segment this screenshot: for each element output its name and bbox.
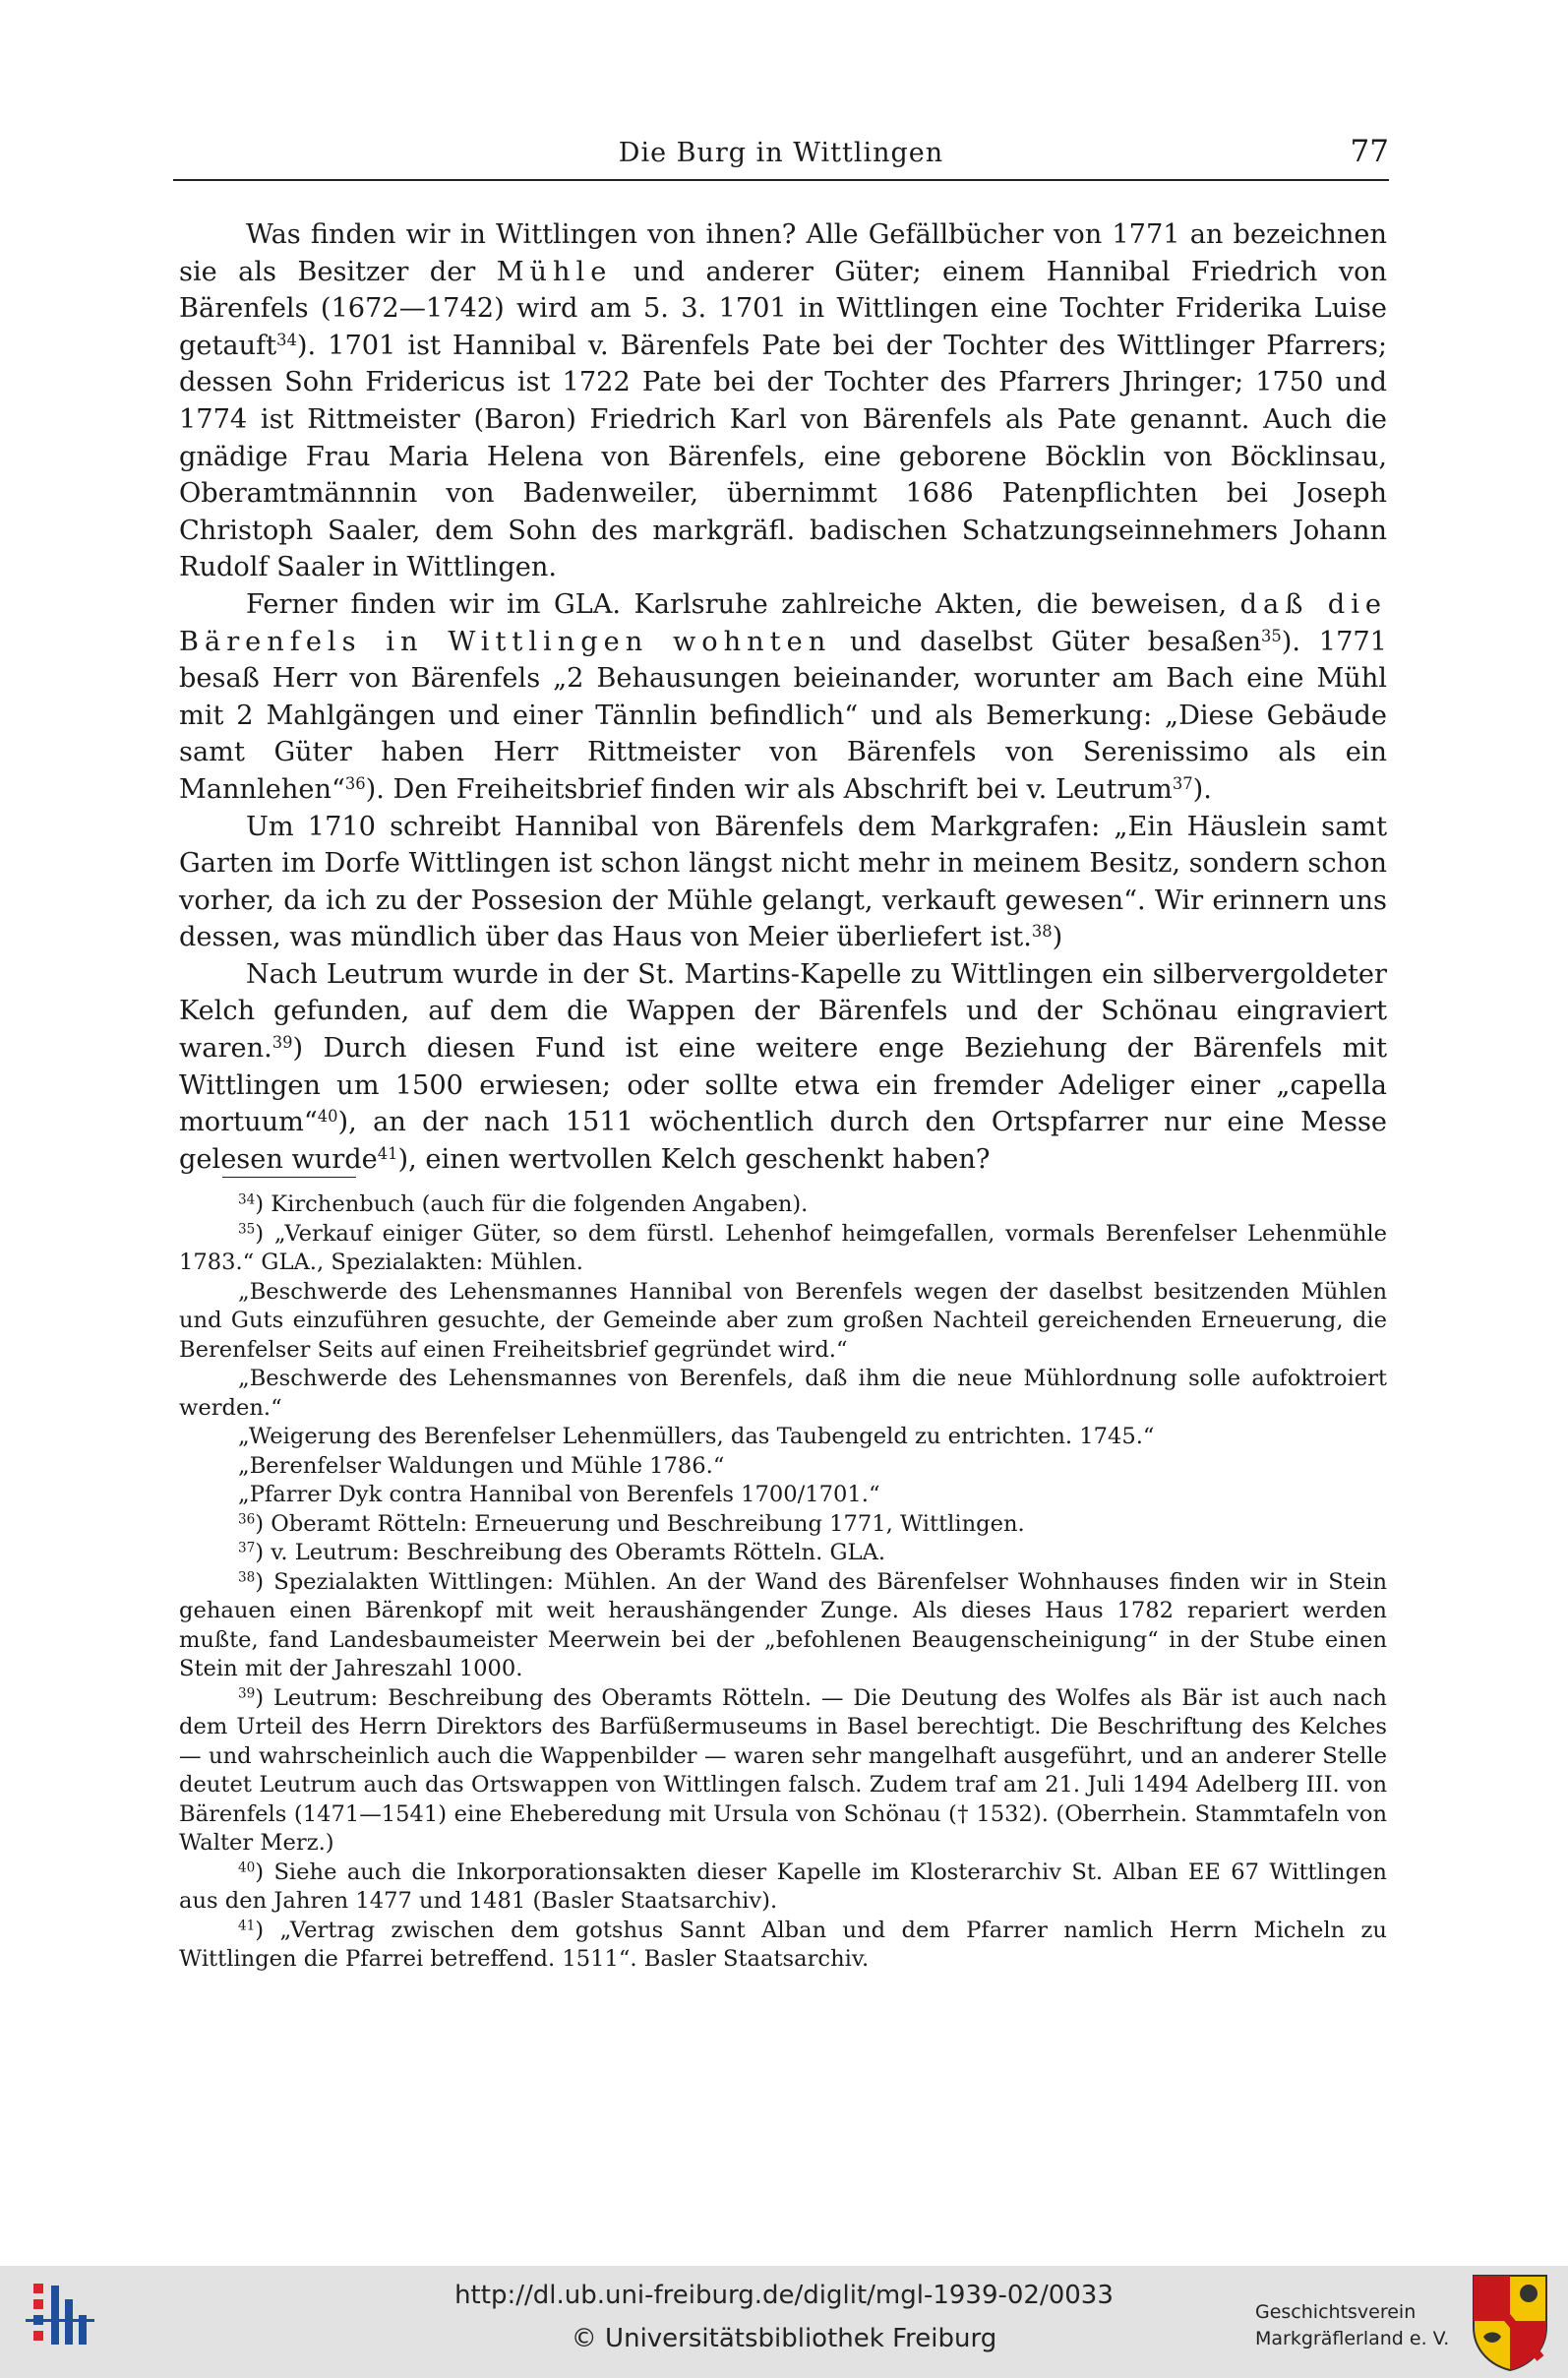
footnote-ref[interactable]: 36 <box>344 773 366 793</box>
footnote-ref[interactable]: 37 <box>1172 773 1193 793</box>
copyright-text: © Universitätsbibliothek Freiburg <box>571 2324 997 2353</box>
footnote-text: ) Kirchenbuch (auch für die folgenden Angaben). <box>255 1191 809 1217</box>
markgraeflerland-crest-icon[interactable] <box>1470 2272 1550 2372</box>
footnote-ref[interactable]: 40 <box>317 1107 338 1127</box>
footnote-number: 34 <box>238 1191 256 1208</box>
running-title: Die Burg in Wittlingen <box>618 138 944 168</box>
text-run: ). Den Freiheitsbrief finden wir als Abschrift bei v. Leutrum <box>365 773 1173 805</box>
page-number: 77 <box>1350 134 1389 169</box>
text-run: Um 1710 schreibt Hannibal von Bärenfels dem Markgrafen: „Ein Häuslein samt Garten im Dorfe Wittlingen ist schon längst nicht mehr in meinem Besitz, sondern schon vorher, da ich zu der Possesion der Mühle gelangt, verkauft gewesen“. Wir erinnern uns dessen, was mündlich über das Haus von Meier überliefert ist. <box>179 811 1387 953</box>
text-run: Ferner finden wir im GLA. Karlsruhe zahlreiche Akten, die beweisen, <box>246 588 1240 620</box>
footnote-35-cont: „Pfarrer Dyk contra Hannibal von Berenfels 1700/1701.“ <box>238 1482 880 1507</box>
footnote-text: ) Oberamt Rötteln: Erneuerung und Beschreibung 1771, Wittlingen. <box>255 1510 1025 1537</box>
footnote-ref[interactable]: 34 <box>276 330 297 349</box>
footnote-40 <box>179 1859 1387 1917</box>
footnote-text: ) „Verkauf einiger Güter, so dem fürstl. Lehenhof heimgefallen, vormals Berenfelser Lehenmühle 1783.“ GLA., Spezialakten: Mühlen. <box>179 1220 1387 1275</box>
text-run: Nach Leutrum wurde in der St. Martins-Kapelle zu Wittlingen ein silbervergoldeter Kelch gefunden, auf dem die Wappen der Bärenfels und der Schönau eingraviert waren. <box>179 958 1387 1065</box>
footnote-rule <box>222 1177 356 1178</box>
footnote-number: 36 <box>238 1511 256 1528</box>
footnote-text: ) v. Leutrum: Beschreibung des Oberamts Rötteln. GLA. <box>255 1540 886 1565</box>
footnote-number: 35 <box>238 1221 256 1238</box>
footnote-41 <box>179 1917 1387 1975</box>
society-line-1: Geschichtsverein <box>1255 2301 1417 2323</box>
text-run: Was finden wir in Wittlingen von ihnen? Alle Gefällbücher von 1771 an bezeichnen sie als Besitzer der <box>179 219 1387 287</box>
footnote-35-cont: „Berenfelser Waldungen und Mühle 1786.“ <box>238 1452 725 1479</box>
paragraph-3 <box>179 809 1387 956</box>
paragraph-1: Was finden wir in Wittlingen von ihnen? Alle Gefällbücher von 1771 an bezeichnen sie als Besitzer der Mühle und anderer Güter; einem Hannibal Friedrich von Bärenfels (1672—1742) wird am 5. 3. 1701 in Wittlingen eine Tochter Friderika Luise getauft$^{34}$). 1701 ist Hannibal v. Bärenfels Pate bei der Tochter des Wittlinger Pfarrers; dessen Sohn Fridericus ist 1722 Pate bei der Tochter des Pfarrers Jhringer; 1750 und 1774 ist Rittmeister (Baron) Friedrich Karl von Bärenfels als Pate genannt. Auch die gnädige Frau Maria Helena von Bärenfels, eine geborene Böcklin von Böcklinsau, Oberamtmännnin von Badenweiler, übernimmt 1686 Patenpflichten bei Joseph Christoph Saaler, dem Sohn des markgräfl. badischen Schatzungseinnehmers Johann Rudolf Saaler in Wittlingen. <box>179 219 1387 583</box>
document-url-link[interactable]: http://dl.ub.uni-freiburg.de/diglit/mgl-1939-02/0033 <box>454 2281 1114 2310</box>
footnote-35-cont: „Beschwerde des Lehensmannes Hannibal von Berenfels wegen der daselbst besitzenden Mühlen und Guts einzuführen gesuchte, der Gemeinde aber zum großen Nachteil gereichenden Erneuerung, die Berenfelser Seits auf einen Freiheitsbrief gegründet wird.“ <box>179 1278 1387 1363</box>
text-run: ), einen wertvollen Kelch geschenkt haben? <box>397 1143 991 1175</box>
text-run: ). 1771 besaß Herr von Bärenfels „2 Behausungen beieinander, worunter am Bach eine Mühl mit 2 Mahlgängen und einer Tännlin befindlich“ und als Bemerkung: „Diese Gebäude samt Güter haben Herr Rittmeister von Bärenfels von Serenissimo als ein Mannlehen“ <box>179 626 1387 805</box>
footnote-text: ) Siehe auch die Inkorporationsakten dieser Kapelle im Klosterarchiv St. Alban EE 67 Wittlingen aus den Jahren 1477 und 1481 (Basler Staatsarchiv). <box>179 1859 1387 1914</box>
footnote-38 <box>179 1568 1387 1684</box>
footnote-ref[interactable]: 39 <box>271 1033 293 1053</box>
footnote-text: ) Spezialakten Wittlingen: Mühlen. An der Wand des Bärenfelser Wohnhauses finden wir in Stein gehauen einen Bärenkopf mit weit heraushängender Zunge. Als dieses Haus 1782 repariert werden mußte, fand Landesbaumeister Meerwein bei der „befohlenen Beaugenscheinigung“ in der Stube einen Stein mit der Jahreszahl 1000. <box>179 1568 1387 1681</box>
footnote-number: 39 <box>238 1685 256 1702</box>
text-run: . 1701 ist Hannibal v. Bärenfels Pate bei der Tochter des Wittlinger Pfarrers; dessen Sohn Fridericus ist 1722 Pate bei der Tochter des Pfarrers Jhringer; 1750 und 1774 ist Rittmeister (Baron) Friedrich Karl von Bärenfels als Pate genannt. Auch die gnädige Frau Maria Helena von Bärenfels, eine geborene Böcklin von Böcklinsau, Oberamtmännnin von Badenweiler, übernimmt 1686 Patenpflichten bei Joseph Christoph Saaler, dem Sohn des markgräfl. badischen Schatzungseinnehmers Johann Rudolf Saaler in Wittlingen. <box>179 330 1387 583</box>
society-name <box>1255 2299 1472 2352</box>
paragraph-2 <box>179 586 1387 809</box>
footnote-number: 41 <box>238 1918 256 1934</box>
footnotes <box>179 1190 1387 1975</box>
footnote-34 <box>179 1190 1387 1220</box>
footnote-number: 38 <box>238 1569 256 1586</box>
footnote-text: ) Leutrum: Beschreibung des Oberamts Rötteln. — Die Deutung des Wolfes als Bär ist auch nach dem Urteil des Herrn Direktors des Barfüßermuseums in Basel berechtigt. Die Beschriftung des Kelches — und wahrscheinlich auch die Wappenbilder — waren sehr mangelhaft ausgeführt, und an anderer Stelle deutet Leutrum auch das Ortswappen von Wittlingen falsch. Zudem traf am 21. Juli 1494 Adelberg III. von Bärenfels (1471—1541) eine Eheberedung mit Ursula von Schönau († 1532). (Oberrhein. Stammtafeln von Walter Merz.) <box>179 1684 1387 1856</box>
text-run: ). <box>1192 773 1212 805</box>
spaced-emphasis: daß die Bärenfels in Wittlingen wohnten <box>179 588 1387 657</box>
footnote-35 <box>179 1220 1387 1278</box>
footnote-ref[interactable]: 38 <box>1031 922 1053 942</box>
footnote-36 <box>179 1510 1387 1540</box>
header-rule <box>173 179 1389 181</box>
text-run: und anderer Güter; einem Hannibal Friedrich von Bärenfels (1672—1742) wird am 5. 3. 1701 in Wittlingen eine Tochter Friderika Luise getauft <box>179 256 1387 361</box>
body-text <box>179 216 1387 1178</box>
text-run: und daselbst Güter besaßen <box>831 626 1261 657</box>
footnote-35-cont: „Beschwerde des Lehensmannes von Berenfels, daß ihm die neue Mühlordnung solle aufoktroiert werden.“ <box>179 1366 1387 1421</box>
footnote-number: 40 <box>238 1860 256 1876</box>
footnote-35-cont: „Weigerung des Berenfelser Lehenmüllers, das Taubengeld zu entrichten. 1745.“ <box>238 1424 1155 1449</box>
footnote-number: 37 <box>238 1540 256 1556</box>
footnote-39 <box>179 1684 1387 1859</box>
text-run: ) Durch diesen Fund ist eine weitere enge Beziehung der Bärenfels mit Wittlingen um 1500 erwiesen; oder sollte etwa ein fremder Adeliger einer „capella mortuum“ <box>179 1033 1387 1138</box>
text-run: ) <box>1052 922 1063 953</box>
spaced-emphasis: Mühle <box>496 256 613 287</box>
running-head <box>173 134 1389 177</box>
footnote-ref[interactable]: 41 <box>377 1143 398 1163</box>
footnote-37 <box>179 1539 1387 1568</box>
society-line-2: Markgräflerland e. V. <box>1255 2328 1450 2349</box>
footnote-ref[interactable]: 35 <box>1261 626 1282 645</box>
paragraph-4 <box>179 956 1387 1179</box>
footnote-text: ) „Vertrag zwischen dem gotshus Sannt Alban und dem Pfarrer namlich Herrn Micheln zu Wittlingen die Pfarrei betreffend. 1511“. Basler Staatsarchiv. <box>179 1917 1387 1972</box>
text-run: ), an der nach 1511 wöchentlich durch den Ortspfarrer nur eine Messe gelesen wurde <box>179 1107 1387 1175</box>
